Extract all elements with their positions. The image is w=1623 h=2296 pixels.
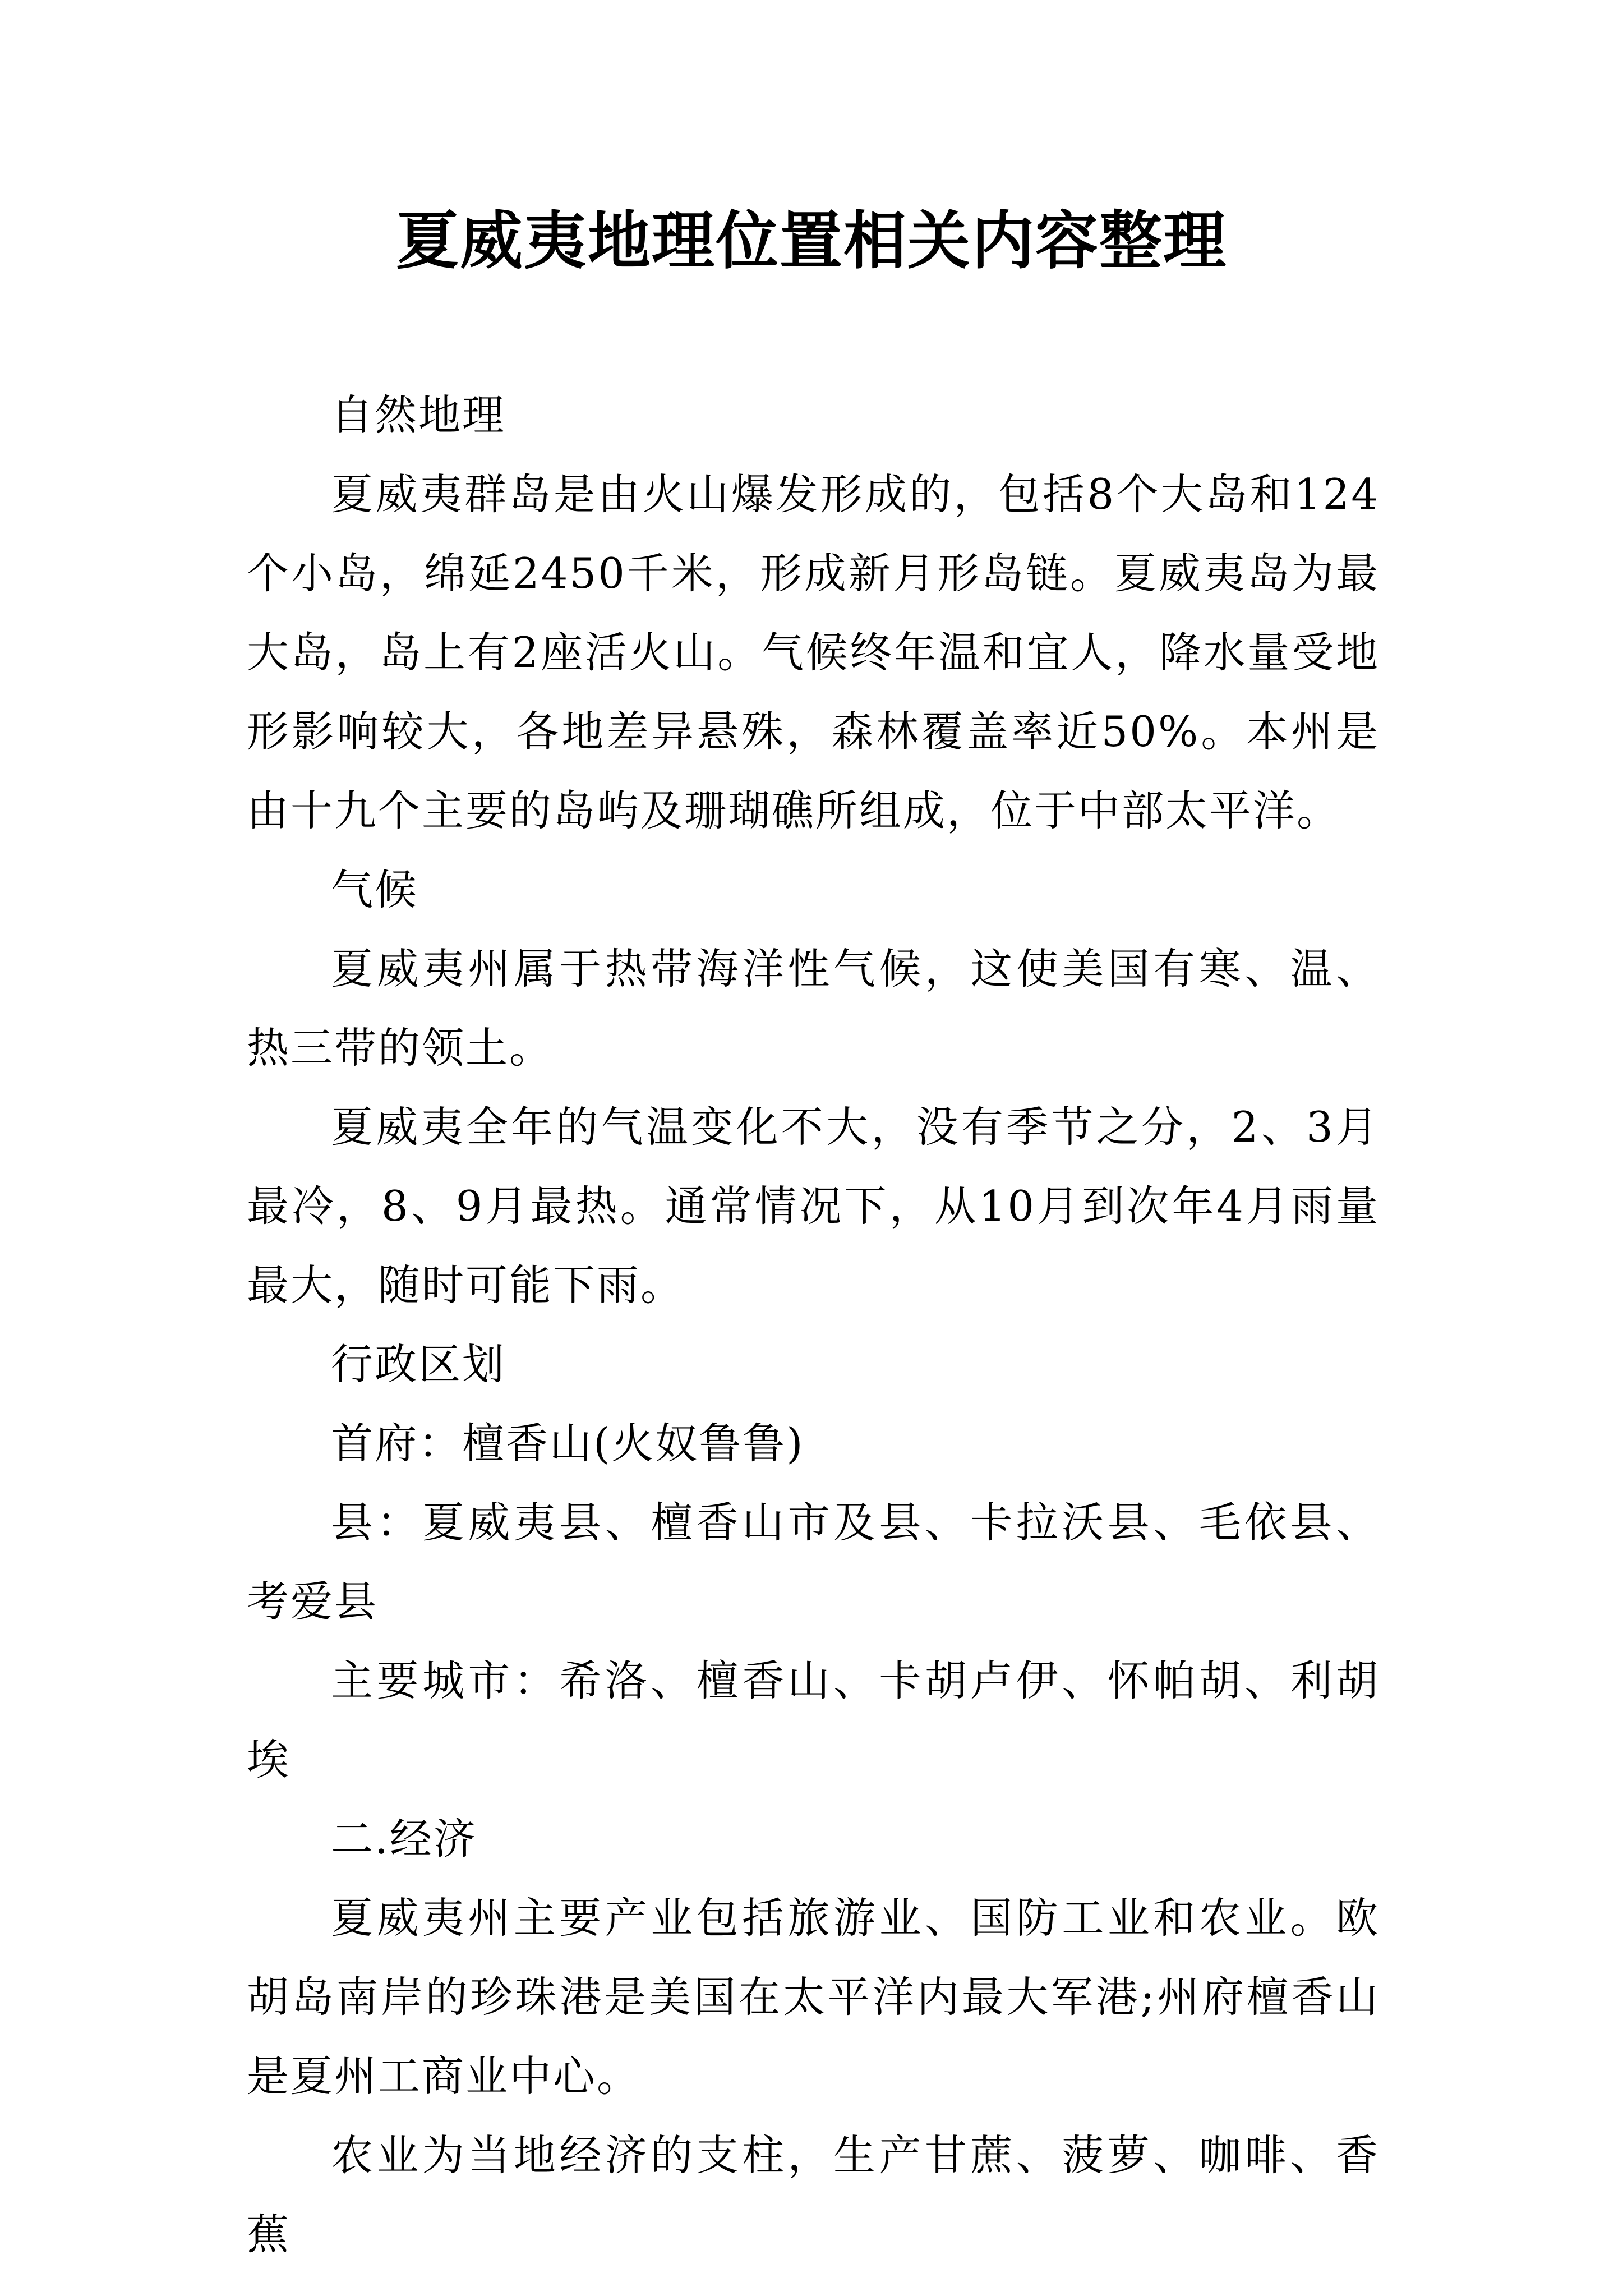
- paragraph-agriculture: 农业为当地经济的支柱，生产甘蔗、菠萝、咖啡、香蕉: [247, 2131, 1380, 2259]
- document-body: [247, 376, 1380, 2274]
- paragraph-climate-type: 夏威夷州属于热带海洋性气候，这使美国有寒、温、热三带的领土。: [247, 944, 1380, 1073]
- paragraph-economy-industries: 夏威夷州主要产业包括旅游业、国防工业和农业。欧胡岛南岸的珍珠港是美国在太平洋内最大军港;州府檀香山是夏州工商业中心。: [247, 1893, 1380, 2101]
- document-title: 夏威夷地理位置相关内容整理: [396, 204, 1227, 278]
- paragraph-capital: 首府：檀香山(火奴鲁鲁): [331, 1419, 805, 1468]
- section-heading-administrative-divisions: 行政区划: [331, 1340, 506, 1389]
- paragraph-climate-temperature: 夏威夷全年的气温变化不大，没有季节之分，2、3月最冷，8、9月最热。通常情况下，从10月到次年4月雨量最大，随时可能下雨。: [247, 1102, 1380, 1310]
- section-heading-natural-geography: 自然地理: [331, 390, 506, 440]
- section-heading-climate: 气候: [331, 865, 419, 914]
- paragraph-major-cities: 主要城市：希洛、檀香山、卡胡卢伊、怀帕胡、利胡埃: [247, 1656, 1380, 1784]
- paragraph-counties: 县：夏威夷县、檀香山市及县、卡拉沃县、毛依县、考爱县: [247, 1498, 1380, 1626]
- paragraph-natural-geography: 夏威夷群岛是由火山爆发形成的，包括8个大岛和124个小岛，绵延2450千米，形成新月形岛链。夏威夷岛为最大岛，岛上有2座活火山。气候终年温和宜人，降水量受地形影响较大，各地差异悬殊，森林覆盖率近50%。本州是由十九个主要的岛屿及珊瑚礁所组成，位于中部太平洋。: [247, 470, 1380, 835]
- section-heading-economy: 二.经济: [331, 1814, 477, 1864]
